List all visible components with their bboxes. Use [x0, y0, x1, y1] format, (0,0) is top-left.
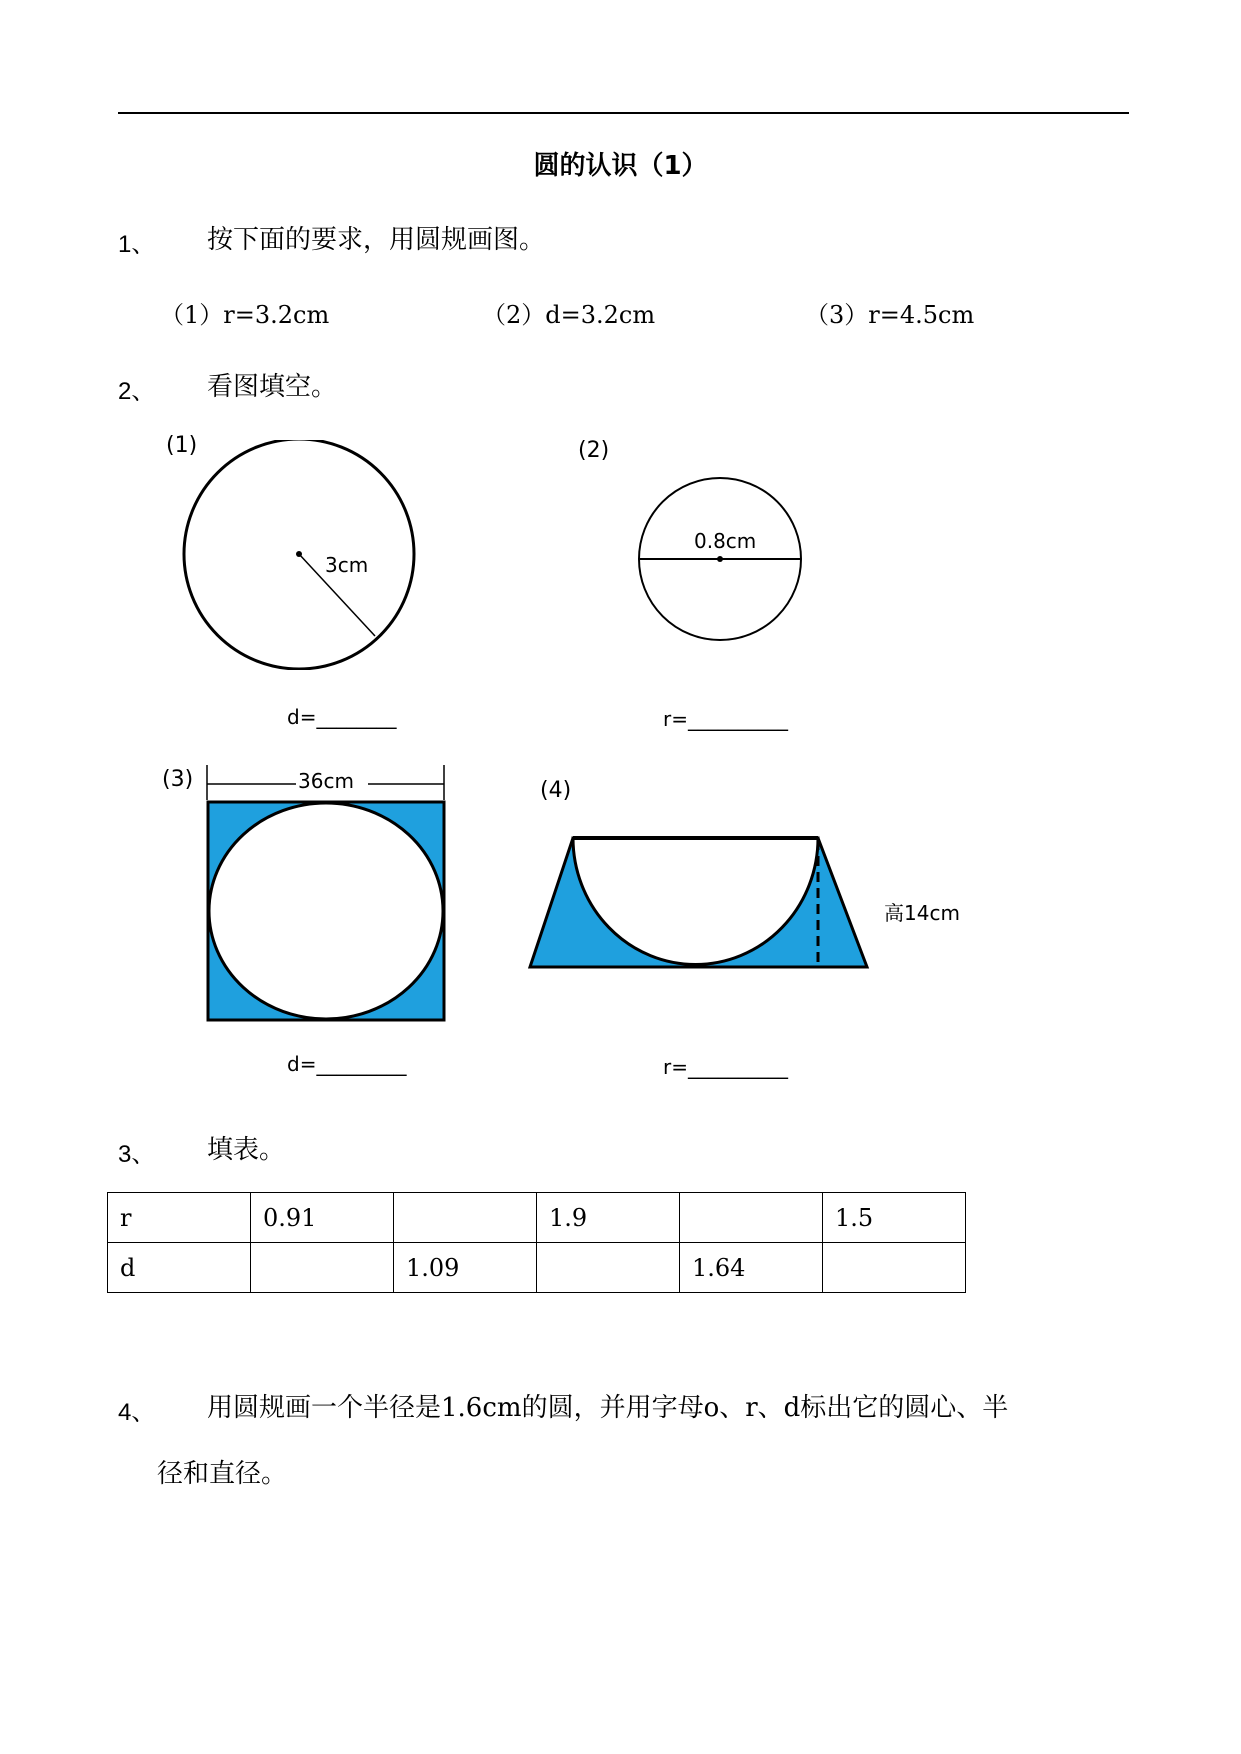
fig4-label: (4)	[540, 778, 572, 803]
q1-item-2: （2）d=3.2cm	[482, 301, 656, 329]
q3-number: 3、	[118, 1141, 156, 1168]
page-title: 圆的认识（1）	[533, 151, 708, 181]
table-cell: 0.91	[251, 1193, 394, 1243]
table-cell: 1.64	[680, 1243, 823, 1293]
fig4-trapezoid-semicircle-diagram	[525, 830, 875, 975]
table-cell: d	[108, 1243, 251, 1293]
q1-item-3: （3）r=4.5cm	[805, 301, 975, 329]
fig3-width-label: 36cm	[298, 769, 354, 793]
q3-text: 填表。	[207, 1135, 286, 1165]
fig1-radius-label: 3cm	[325, 553, 369, 577]
table-row-d	[108, 1243, 966, 1293]
q1-item-1: （1）r=3.2cm	[160, 301, 330, 329]
table-cell: 1.9	[537, 1193, 680, 1243]
fig1-answer: d=________	[287, 705, 397, 729]
q4-number: 4、	[118, 1399, 156, 1426]
fig2-circle-diagram	[636, 475, 806, 645]
table-cell[interactable]	[251, 1243, 394, 1293]
q4-text-continued: 径和直径。	[157, 1459, 288, 1489]
q2-text: 看图填空。	[207, 372, 338, 402]
fig1-circle-diagram	[180, 440, 420, 670]
fig3-answer: d=_________	[287, 1052, 407, 1076]
fig2-diameter-label: 0.8cm	[694, 529, 757, 553]
table-cell: 1.09	[394, 1243, 537, 1293]
fill-table	[107, 1192, 966, 1293]
q2-number: 2、	[118, 378, 156, 405]
q1-number: 1、	[118, 231, 156, 258]
fig4-answer: r=__________	[663, 1055, 788, 1079]
table-cell[interactable]	[394, 1193, 537, 1243]
q4-text: 用圆规画一个半径是1.6cm的圆，并用字母o、r、d标出它的圆心、半	[207, 1393, 1009, 1423]
table-row-r	[108, 1193, 966, 1243]
table-cell[interactable]	[680, 1193, 823, 1243]
header-rule	[118, 112, 1129, 114]
fig2-answer: r=__________	[663, 707, 788, 731]
fig3-square-circle-diagram	[200, 760, 450, 1030]
table-cell[interactable]	[537, 1243, 680, 1293]
fig3-label: (3)	[162, 767, 194, 792]
table-cell: r	[108, 1193, 251, 1243]
table-cell: 1.5	[823, 1193, 966, 1243]
fig4-height-label: 高14cm	[884, 901, 960, 925]
fig1-label: (1)	[166, 433, 198, 458]
table-cell[interactable]	[823, 1243, 966, 1293]
fig2-label: (2)	[578, 438, 610, 463]
q1-text: 按下面的要求，用圆规画图。	[207, 225, 546, 255]
